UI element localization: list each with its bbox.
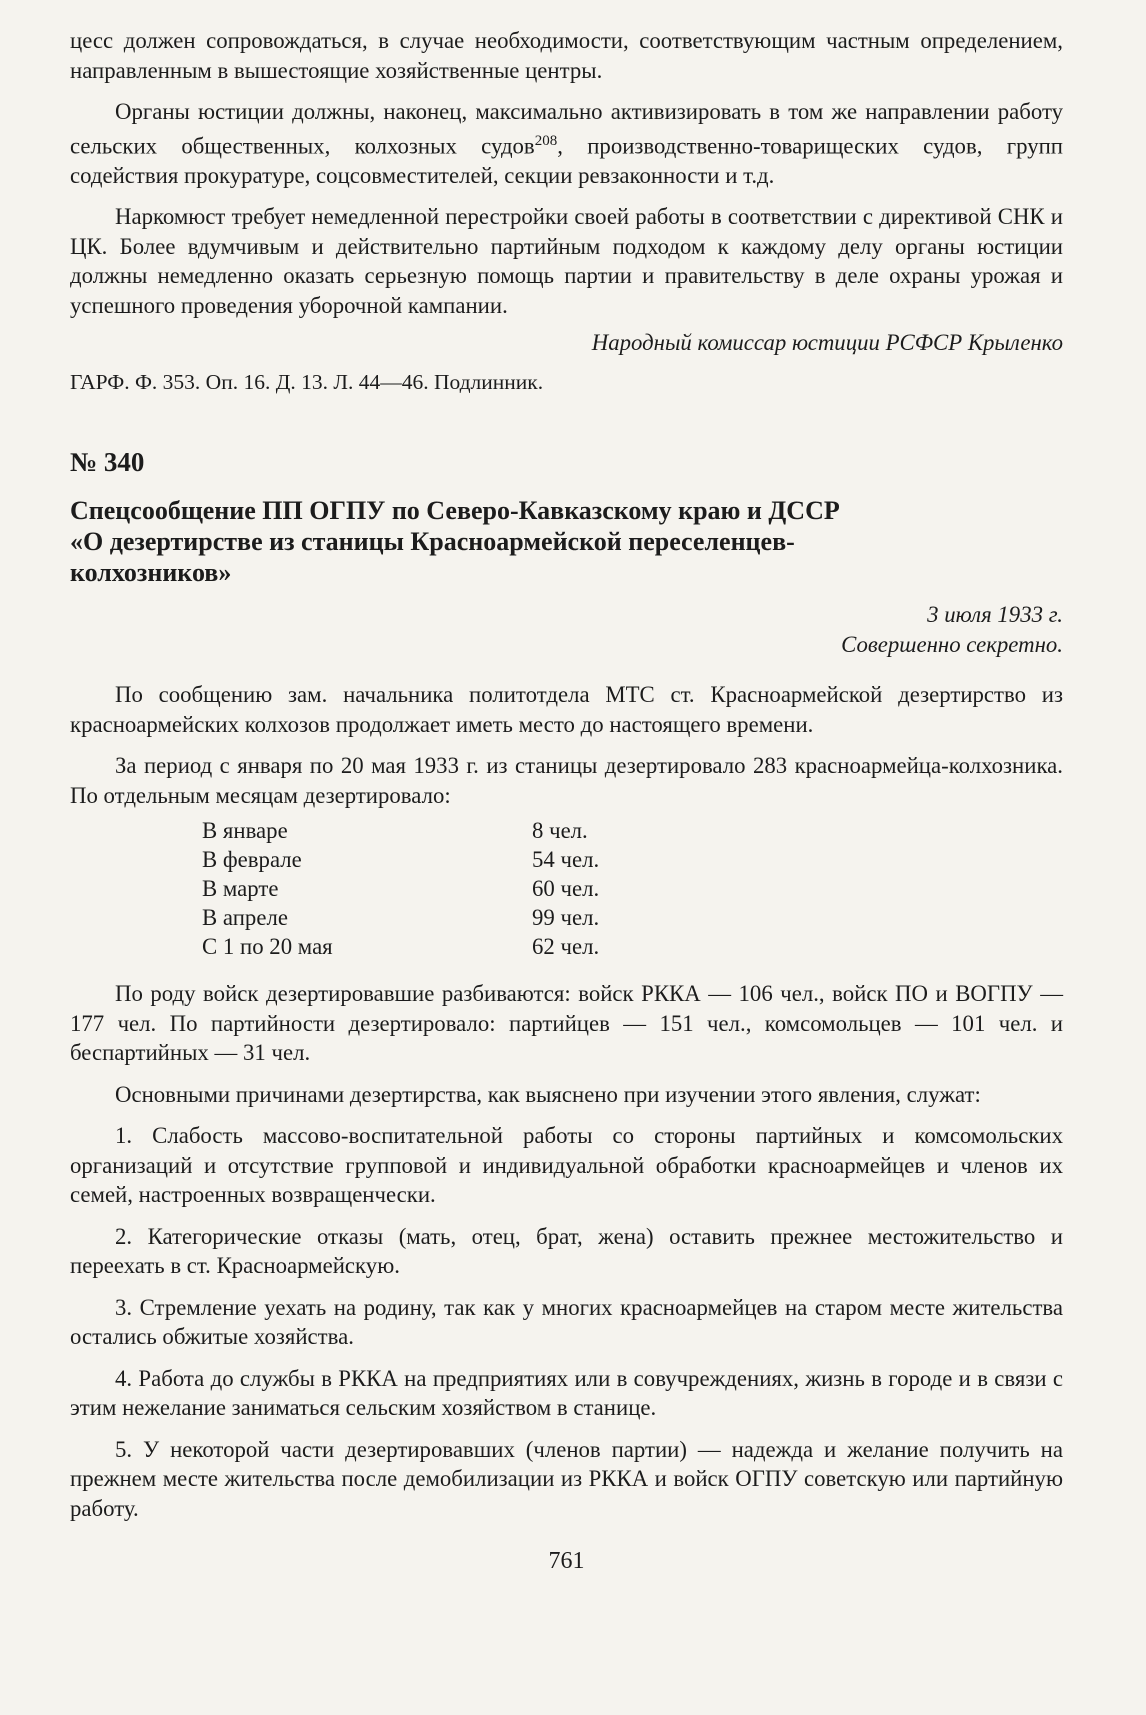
table-row xyxy=(202,874,599,903)
month-cell: В январе xyxy=(202,818,288,844)
page-number: 761 xyxy=(548,1548,585,1575)
paragraph-text-tail: , производственно-товарищеских судов, групп содействия прокуратуре, соцсовместителей, секции ревзаконности и т.д. xyxy=(70,133,1063,188)
month-cell: С 1 по 20 мая xyxy=(202,934,333,960)
count-cell: 62 чел. xyxy=(532,934,600,960)
month-cell: В феврале xyxy=(202,847,302,873)
count-cell: 8 чел. xyxy=(532,818,588,844)
reason-item: 2. Категорические отказы (мать, отец, брат, жена) оставить прежнее местожительство и переехать в ст. Красноармейскую. xyxy=(70,1223,1063,1279)
count-cell: 60 чел. xyxy=(532,876,600,902)
paragraph-continuation: цесс должен сопровождаться, в случае необходимости, соответствующим частным определением, направленным в вышестоящие хозяйственные центры. xyxy=(70,28,1063,83)
document-date: 3 июля 1933 г. xyxy=(927,602,1063,628)
paragraph-text: Органы юстиции должны, наконец, максимально активизировать в том же направлении работу сельских общественных, колхозных судов xyxy=(70,99,1063,159)
paragraph-narkomjust: Наркомюст требует немедленной перестройки своей работы в соответствии с директивой СНК и ЦК. Более вдумчивым и действительно партийным подходом к каждому делу органы юстиции должны немедленно оказать серьезную помощь партии и правительству в деле охраны урожая и успешного проведения уборочной кампании. xyxy=(70,204,1063,318)
reason-item: 3. Стремление уехать на родину, так как у многих красноармейцев на старом месте жительства остались обжитые хозяйства. xyxy=(70,1294,1063,1350)
footnote-ref: 208 xyxy=(534,132,558,149)
month-cell: В марте xyxy=(202,876,279,902)
body-paragraph: По роду войск дезертировавшие разбиваются: войск РККА — 106 чел., войск ПО и ВОГПУ — 177 чел. По партийности дезертировало: партийцев — 151 чел., комсомольцев — 101 чел. и беспартийных — 31 чел. xyxy=(70,981,1063,1066)
reason-item: 1. Слабость массово-воспитательной работы со стороны партийных и комсомольских организаций и отсутствие групповой и индивидуальной обработки красноармейцев и членов их семей, настроенных возвращенчески. xyxy=(70,1123,1063,1208)
secrecy-classification: Совершенно секретно. xyxy=(841,632,1063,658)
body-paragraph: По сообщению зам. начальника политотдела МТС ст. Красноармейской дезертирство из красноармейских колхозов продолжает иметь место до настоящего времени. xyxy=(70,682,1063,737)
paragraph-justice-organs xyxy=(70,97,1063,190)
reason-item: 4. Работа до службы в РККА на предприятиях или в совучреждениях, жизнь в городе и в связи с этим нежелание заниматься сельским хозяйством в станице. xyxy=(70,1365,1063,1421)
desertion-by-month-table xyxy=(202,816,599,961)
month-cell: В апреле xyxy=(202,905,288,931)
table-row xyxy=(202,932,599,961)
reason-item: 5. У некоторой части дезертировавших (членов партии) — надежда и желание получить на прежнем месте жительства после демобилизации из РККА и войск ОГПУ советскую или партийную работу. xyxy=(70,1436,1063,1521)
document-title: Спецсообщение ПП ОГПУ по Северо-Кавказскому краю и ДССР «О дезертирстве из станицы Красноармейской переселенцев-колхозников» xyxy=(70,496,840,588)
body-paragraph: Основными причинами дезертирства, как выяснено при изучении этого явления, служат: xyxy=(115,1081,981,1107)
table-row xyxy=(202,903,599,932)
signature: Народный комиссар юстиции РСФСР Крыленко xyxy=(591,330,1063,356)
count-cell: 99 чел. xyxy=(532,905,600,931)
count-cell: 54 чел. xyxy=(532,847,600,873)
table-row xyxy=(202,845,599,874)
table-row xyxy=(202,816,599,845)
archive-source: ГАРФ. Ф. 353. Оп. 16. Д. 13. Л. 44—46. Подлинник. xyxy=(70,369,544,394)
body-paragraph: За период с января по 20 мая 1933 г. из станицы дезертировало 283 красноармейца-колхозника. По отдельным месяцам дезертировало: xyxy=(70,753,1063,808)
text-column xyxy=(70,26,1063,1577)
document-number: № 340 xyxy=(70,447,145,478)
